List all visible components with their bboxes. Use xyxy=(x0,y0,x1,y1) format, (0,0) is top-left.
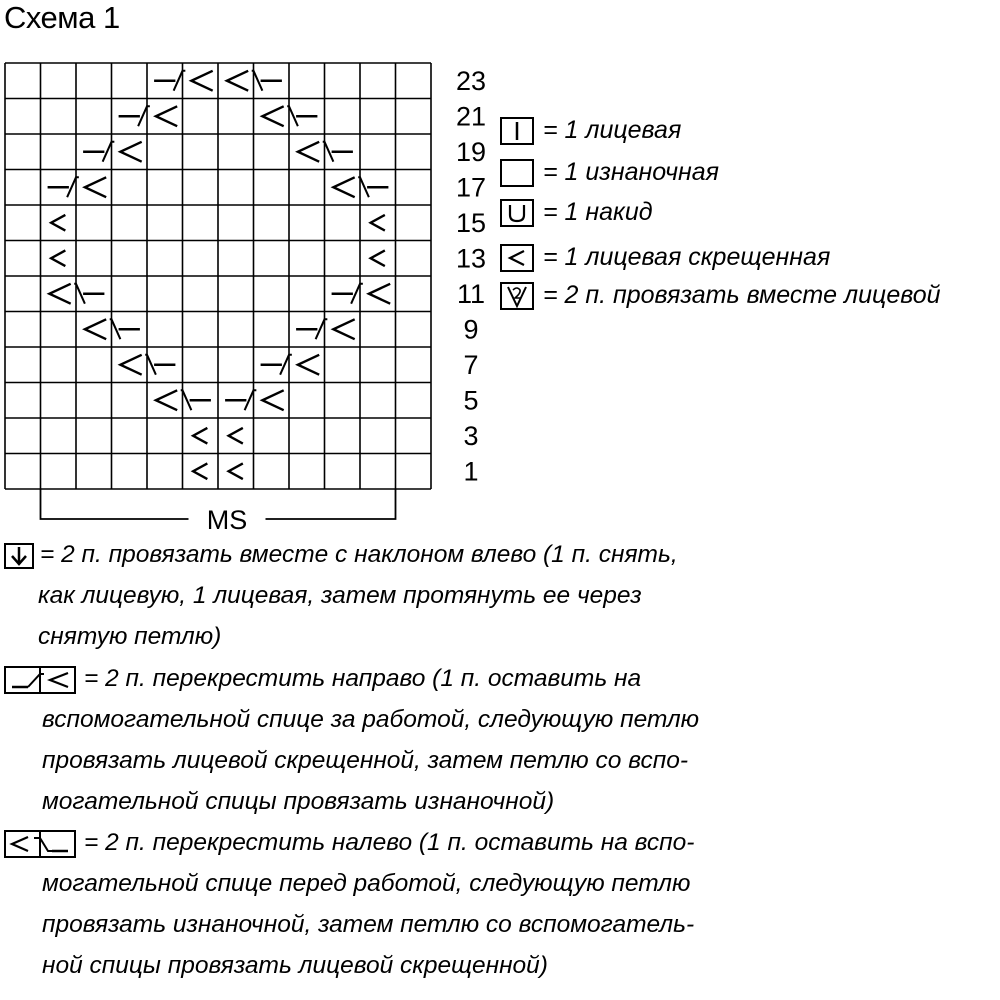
legend-twisted-knit xyxy=(500,243,830,273)
cross-twisted-stitch xyxy=(333,177,354,197)
twisted-knit-stitch xyxy=(51,215,65,231)
legend-k2tog xyxy=(500,281,941,311)
twisted-knit-symbol-icon xyxy=(500,243,536,273)
cross-twisted-mark xyxy=(298,142,319,162)
cross-twisted-stitch xyxy=(85,177,106,197)
legend-knit-text: = 1 лицевая xyxy=(542,116,682,144)
row-label: 15 xyxy=(455,207,487,238)
chart-grid xyxy=(5,63,431,489)
twisted-knit-mark xyxy=(371,215,385,231)
cross-twisted-stitch xyxy=(156,390,177,410)
cross-right-line-1: = 2 п. перекрестить направо (1 п. оставить на xyxy=(84,665,642,692)
cross-twisted-mark xyxy=(227,71,248,91)
cross-twisted-mark xyxy=(262,390,283,410)
cross-twisted-mark xyxy=(191,71,212,91)
cross-twisted-stitch xyxy=(369,284,390,304)
twisted-knit-stitch xyxy=(193,428,207,444)
description-ssk xyxy=(4,534,678,657)
cross-twisted-stitch xyxy=(262,390,283,410)
cross-twisted-mark xyxy=(156,106,177,126)
cross-left-line-3: провязать изнаночной, затем петлю со вспомогатель- xyxy=(42,911,695,938)
legend-purl xyxy=(500,158,719,188)
row-labels xyxy=(456,66,486,487)
twisted-knit-mark xyxy=(51,250,65,266)
ms-bracket-left xyxy=(41,489,189,519)
twisted-knit-stitch xyxy=(193,463,207,479)
cross-twisted-mark xyxy=(156,390,177,410)
ssk-line-3: снятую петлю) xyxy=(38,623,222,650)
cross-twisted-stitch xyxy=(120,142,141,162)
cross-twisted-stitch xyxy=(156,106,177,126)
cross-twisted-stitch xyxy=(49,284,70,304)
row-label: 17 xyxy=(455,172,487,203)
cross-twisted-stitch xyxy=(227,71,248,91)
ssk-symbol-icon xyxy=(4,542,34,570)
row-label: 11 xyxy=(456,278,486,309)
twisted-knit-mark xyxy=(193,428,207,444)
cross-twisted-mark xyxy=(120,355,141,375)
cross-left-line-4: ной спицы провязать лицевой скрещенной) xyxy=(42,952,548,979)
description-cross-right xyxy=(4,658,699,822)
cross-right-line-2: вспомогательной спице за работой, следующую петлю xyxy=(42,706,700,733)
ms-label: MS xyxy=(206,505,248,535)
cross-twisted-stitch xyxy=(85,319,106,339)
ssk-line-2: как лицевую, 1 лицевая, затем протянуть ее через xyxy=(38,582,642,609)
cross-twisted-mark xyxy=(262,106,283,126)
cross-twisted-mark xyxy=(333,177,354,197)
legend-twisted-knit-text: = 1 лицевая скрещенная xyxy=(542,243,831,271)
yarn-over-symbol-icon xyxy=(500,198,536,228)
twisted-knit-stitch xyxy=(51,250,65,266)
twisted-knit-mark xyxy=(193,463,207,479)
cross-left-symbol-icon xyxy=(4,829,76,859)
row-label: 21 xyxy=(455,101,487,132)
cross-twisted-mark xyxy=(369,284,390,304)
cross-twisted-stitch xyxy=(262,106,283,126)
cross-twisted-mark xyxy=(49,284,70,304)
twisted-knit-stitch xyxy=(371,215,385,231)
twisted-knit-stitch xyxy=(229,463,243,479)
cross-twisted-mark xyxy=(85,319,106,339)
cross-right-line-3: провязать лицевой скрещенной, затем петлю со вспо- xyxy=(42,747,688,774)
cross-twisted-mark xyxy=(85,177,106,197)
twisted-knit-mark xyxy=(229,428,243,444)
cross-left-line-1: = 2 п. перекрестить налево (1 п. оставить на вспо- xyxy=(84,829,695,856)
legend-k2tog-text: = 2 п. провязать вместе лицевой xyxy=(542,281,941,309)
twisted-knit-mark xyxy=(229,463,243,479)
legend-knit xyxy=(500,116,681,146)
legend-yarn-over xyxy=(500,198,653,228)
row-label: 23 xyxy=(455,65,487,96)
twisted-knit-mark xyxy=(51,215,65,231)
row-label: 13 xyxy=(455,243,487,274)
description-cross-left xyxy=(4,822,694,986)
cross-left-line-2: могательной спице перед работой, следующую петлю xyxy=(42,870,691,897)
row-label: 1 xyxy=(463,456,479,487)
row-label: 3 xyxy=(463,420,479,451)
cross-twisted-stitch xyxy=(298,355,319,375)
knit-symbol-icon xyxy=(500,116,536,146)
twisted-knit-stitch xyxy=(371,250,385,266)
cross-twisted-mark xyxy=(120,142,141,162)
cross-twisted-stitch xyxy=(298,142,319,162)
k2tog-symbol-icon xyxy=(500,281,536,311)
cross-twisted-stitch xyxy=(191,71,212,91)
legend-purl-text: = 1 изнаночная xyxy=(542,158,720,186)
cross-right-line-4: могательной спицы провязать изнаночной) xyxy=(42,788,555,815)
row-label: 5 xyxy=(463,385,479,416)
cross-twisted-mark xyxy=(333,319,354,339)
row-label: 9 xyxy=(463,314,479,345)
row-label: 7 xyxy=(463,349,479,380)
legend-yarn-over-text: = 1 накид xyxy=(542,198,653,226)
ms-bracket-right xyxy=(266,489,396,519)
chart-title: Схема 1 xyxy=(4,0,120,35)
cross-right-symbol-icon xyxy=(4,665,76,695)
row-label: 19 xyxy=(455,136,487,167)
ssk-line-1: = 2 п. провязать вместе с наклоном влево (1 п. снять, xyxy=(40,541,678,568)
cross-twisted-stitch xyxy=(333,319,354,339)
purl-symbol-icon xyxy=(500,158,536,188)
twisted-knit-mark xyxy=(371,250,385,266)
twisted-knit-stitch xyxy=(229,428,243,444)
cross-twisted-stitch xyxy=(120,355,141,375)
cross-twisted-mark xyxy=(298,355,319,375)
